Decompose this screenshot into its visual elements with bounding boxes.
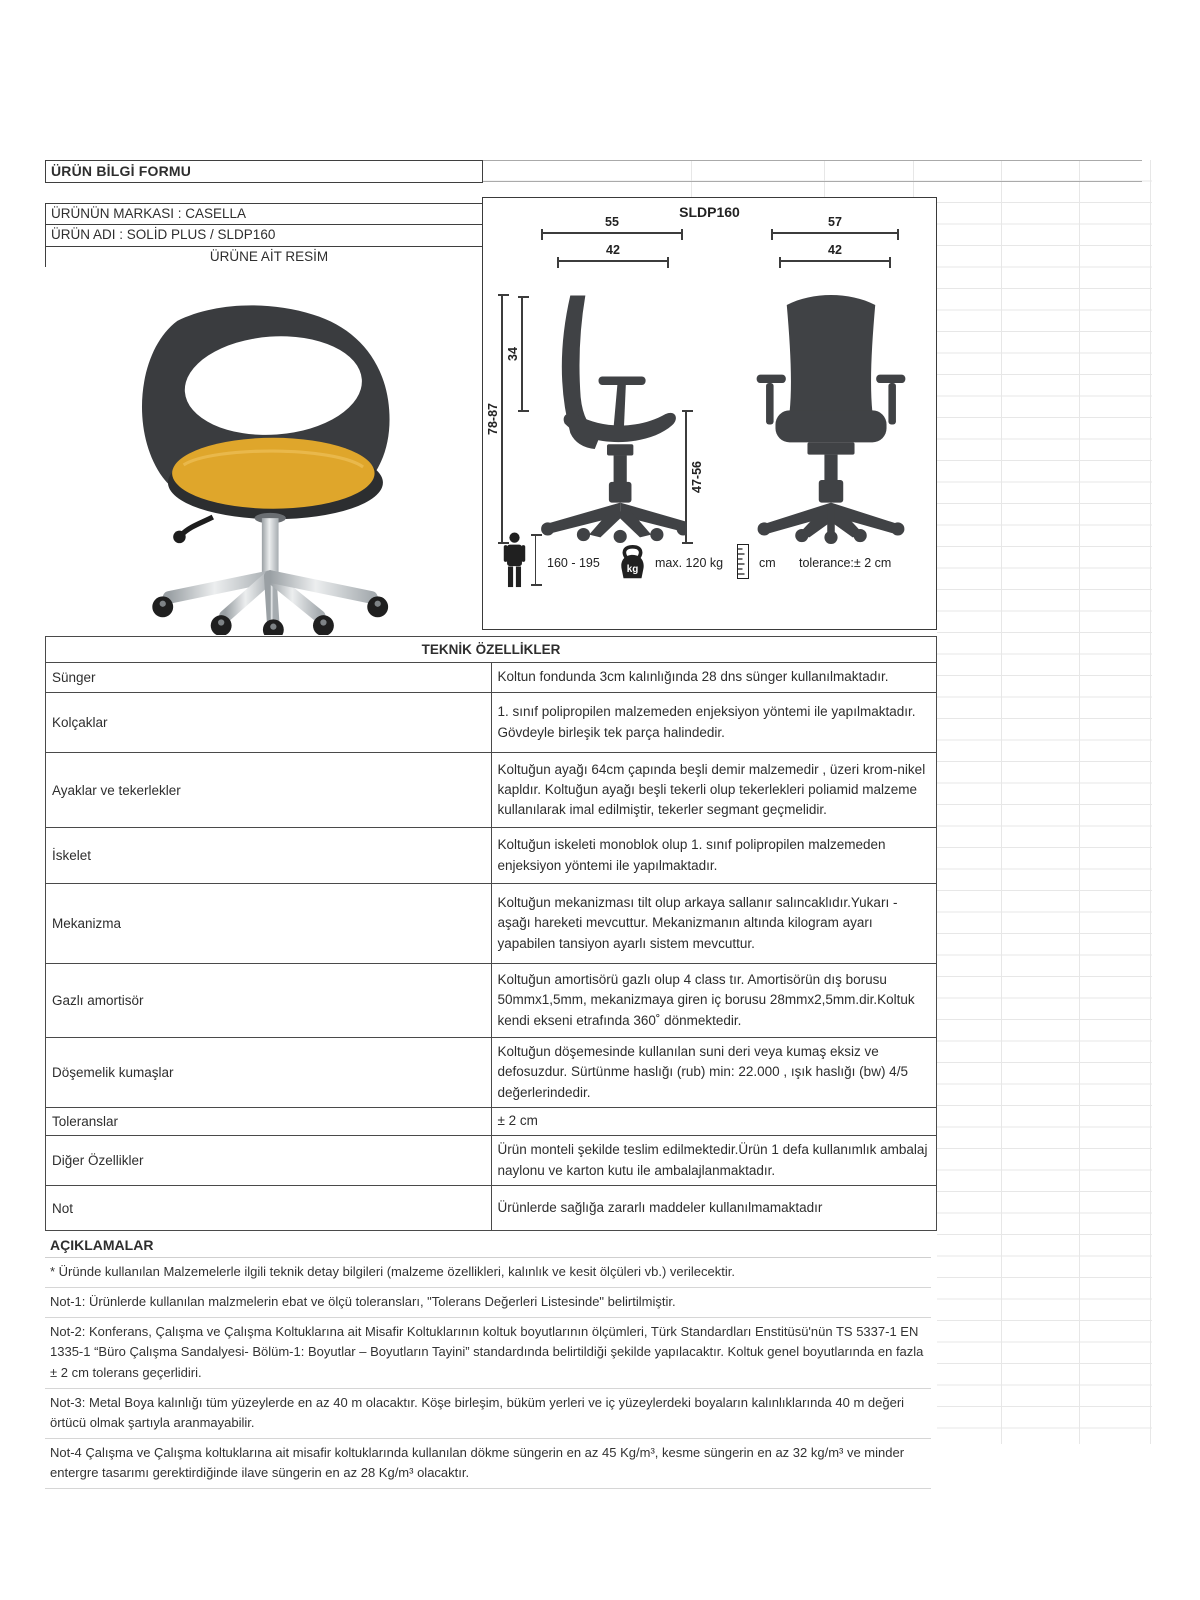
table-row [46,1108,937,1136]
spec-value: Koltuğun ayağı 64cm çapında beşli demir malzemedir , üzeri krom-nikel kapldır. Koltuğun ayağı beşli tekerli olup tekerlekleri poliamid malzeme kullanılarak imal edilmiştir, tekerler segmant geçmelidir. [491,753,937,828]
table-row [46,884,937,964]
table-row [46,964,937,1038]
person-height-line [535,534,536,586]
dim-side-width-seat: 42 [557,260,669,262]
title-row-extension [483,160,1142,182]
chair-front-view [751,288,911,544]
spec-label: Kolçaklar [46,693,492,753]
spec-value: ± 2 cm [491,1108,937,1136]
unit-label: cm [759,556,776,570]
product-name-cell: ÜRÜN ADI : SOLİD PLUS / SLDP160 [46,225,488,247]
dim-side-width-top: 55 [541,232,683,234]
ruler-icon [737,544,749,579]
spec-value: Koltuğun iskeleti monoblok olup 1. sınıf polipropilen malzemeden enjeksiyon yöntemi ile yapılmaktadır. [491,828,937,884]
note-item: Not-4 Çalışma ve Çalışma koltuklarına ait misafir koltuklarında kullanılan dökme süngerin en az 45 Kg/m³, kesme süngerin en az 32 kg/m³ ve minder entergre tasarımı gerektirdiğinde ilave süngerin en az 28 Kg/m³ olacaktır. [45,1439,931,1489]
brand-cell: ÜRÜNÜN MARKASI : CASELLA [46,203,488,225]
dim-front-width-top: 57 [771,232,899,234]
spec-value: Koltuğun mekanizması tilt olup arkaya sallanır salıncaklıdır.Yukarı - aşağı hareketi mevcuttur. Mekanizmanın altında kilogram ayarı yapabilen tansiyon ayarlı sistem mevcuttur. [491,884,937,964]
specs-title: TEKNİK ÖZELLİKLER [46,637,937,663]
dim-seat-height: 47-56 [685,410,687,544]
person-height-range: 160 - 195 [547,556,600,570]
note-item: Not-3: Metal Boya kalınlığı tüm yüzeylerde en az 40 m olacaktır. Köşe birleşim, büküm yerleri ve iç yüzeylerdeki boyaların kalınlıklarında 40 m değeri örtücü olmak şartıyla aranmayabilir. [45,1389,931,1439]
spec-label: Döşemelik kumaşlar [46,1038,492,1108]
dim-front-width-seat: 42 [779,260,891,262]
spec-label: İskelet [46,828,492,884]
table-row [46,663,937,693]
image-caption-cell: ÜRÜNE AİT RESİM [46,247,488,269]
spec-label: Gazlı amortisör [46,964,492,1038]
spec-label: Not [46,1186,492,1231]
table-row [46,828,937,884]
notes-section [45,1233,931,1489]
tolerance-label: tolerance:± 2 cm [799,556,892,570]
table-row [46,753,937,828]
spec-label: Ayaklar ve tekerlekler [46,753,492,828]
grid-right-strip [937,160,1152,1444]
dim-overall-height: 78-87 [501,294,503,544]
spec-label: Toleranslar [46,1108,492,1136]
product-header-block [45,203,488,269]
spec-value: Ürünlerde sağlığa zararlı maddeler kullanılmamaktadır [491,1186,937,1231]
form-title: ÜRÜN BİLGİ FORMU [45,160,483,183]
weight-icon [619,544,646,582]
spec-label: Diğer Özellikler [46,1136,492,1186]
spec-label: Mekanizma [46,884,492,964]
chair-photo-illustration [105,275,425,635]
technical-drawing-panel [482,197,937,630]
product-photo [45,267,483,636]
note-item: Not-2: Konferans, Çalışma ve Çalışma Koltuklarına ait Misafir Koltuklarının koltuk boyutlarının ölçümleri, Türk Standardları Enstitüsü'nün TS 5337-1 EN 1335-1 “Büro Çalışma Sandalyesi- Bölüm-1: Boyutlar – Boyutların Tayini” standardında belirtildiği şekilde yapılacaktır. Koltuk genel boyutlarında en fazla ± 2 cm tolerans geçerlidiri. [45,1318,931,1388]
specs-table [45,636,937,1231]
max-weight-label: max. 120 kg [655,556,724,570]
table-row [46,693,937,753]
spec-value: Koltuğun amortisörü gazlı olup 4 class tır. Amortisörün dış borusu 50mmx1,5mm, mekanizmaya giren iç borusu 28mmx2,5mm.dir.Koltuk kendi ekseni etrafında 360˚ dönmektedir. [491,964,937,1038]
spec-value: Koltun fondunda 3cm kalınlığında 28 dns sünger kullanılmaktadır. [491,663,937,693]
note-item: Not-1: Ürünlerde kullanılan malzmelerin ebat ve ölçü toleransları, "Tolerans Değerleri Listesinde" belirtilmiştir. [45,1288,931,1318]
person-icon [503,532,526,588]
spec-value: 1. sınıf polipropilen malzemeden enjeksiyon yöntemi ile yapılmaktadır. Gövdeyle birleşik tek parça halindedir. [491,693,937,753]
table-row [46,1038,937,1108]
note-item: * Üründe kullanılan Malzemelerle ilgili teknik detay bilgileri (malzeme özellikleri, kalınlık ve kesit ölçüleri vb.) verilecektir. [45,1258,931,1288]
chair-side-view [527,288,687,544]
dim-back-height: 34 [521,296,523,412]
spec-label: Sünger [46,663,492,693]
table-row [46,1186,937,1231]
table-row [46,1136,937,1186]
model-code: SLDP160 [679,204,740,220]
spec-value: Ürün monteli şekilde teslim edilmektedir.Ürün 1 defa kullanımlık ambalaj naylonu ve karton kutu ile ambalajlanmaktadır. [491,1136,937,1186]
svg-text:kg: kg [626,564,639,575]
spec-value: Koltuğun döşemesinde kullanılan suni deri veya kumaş eksiz ve defosuzdur. Sürtünme haslığı (rub) min: 22.000 , ışık haslığı (bw) 4/5 değerlerindedir. [491,1038,937,1108]
notes-title: AÇIKLAMALAR [45,1233,931,1258]
